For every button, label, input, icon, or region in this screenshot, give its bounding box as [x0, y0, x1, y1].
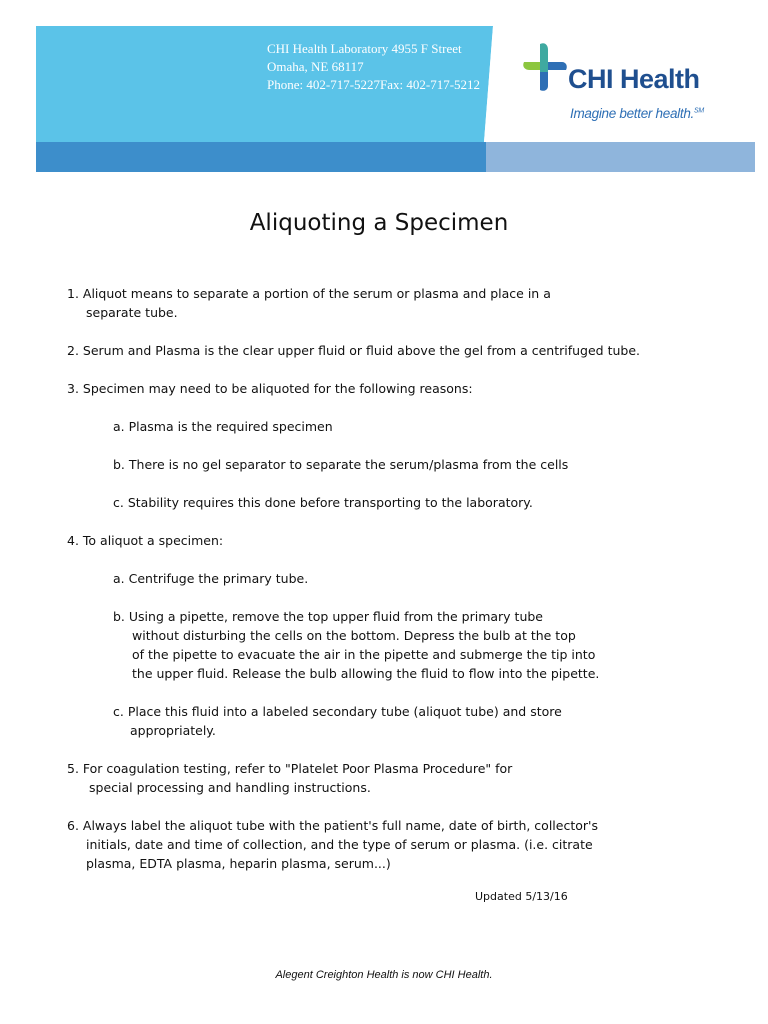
item-4b-line-4: the upper fluid. Release the bulb allowing the fluid to flow into the pipette. [132, 666, 600, 681]
letterhead [36, 26, 755, 172]
item-3c: c. Stability requires this done before transporting to the laboratory. [113, 495, 533, 510]
item-6-line-1: 6. Always label the aliquot tube with the patient's full name, date of birth, collector's [67, 818, 598, 833]
item-5-line-1: 5. For coagulation testing, refer to "Platelet Poor Plasma Procedure" for [67, 761, 513, 776]
item-4: 4. To aliquot a specimen: [67, 533, 224, 548]
address-line-2: Omaha, NE 68117 [267, 59, 364, 74]
chi-cross-icon [522, 42, 568, 92]
item-4b-line-1: b. Using a pipette, remove the top upper fluid from the primary tube [113, 609, 543, 624]
item-3b: b. There is no gel separator to separate the serum/plasma from the cells [113, 457, 569, 472]
logo-name: CHI Health [568, 64, 700, 94]
lab-address [267, 40, 507, 94]
updated-date: Updated 5/13/16 [475, 890, 568, 903]
footer-note: Alegent Creighton Health is now CHI Health. [275, 969, 493, 981]
page-title: Aliquoting a Specimen [249, 210, 509, 236]
item-3a: a. Plasma is the required specimen [113, 419, 333, 434]
address-line-1: CHI Health Laboratory 4955 F Street [267, 41, 462, 56]
item-3: 3. Specimen may need to be aliquoted for the following reasons: [67, 381, 473, 396]
item-4c-line-2: appropriately. [130, 723, 216, 738]
chi-health-logo [522, 42, 752, 142]
item-4c-line-1: c. Place this fluid into a labeled secondary tube (aliquot tube) and store [113, 704, 562, 719]
address-phone-fax: Phone: 402-717-5227Fax: 402-717-5212 [267, 77, 481, 92]
item-1-line-2: separate tube. [86, 305, 178, 320]
item-1-line-1: 1. Aliquot means to separate a portion of the serum or plasma and place in a [67, 286, 551, 301]
logo-tagline: Imagine better health.℠ [570, 106, 704, 121]
item-2: 2. Serum and Plasma is the clear upper fluid or fluid above the gel from a centrifuged tube. [67, 343, 641, 358]
item-4b-line-3: of the pipette to evacuate the air in the pipette and submerge the tip into [132, 647, 596, 662]
item-4a: a. Centrifuge the primary tube. [113, 571, 309, 586]
item-4b-line-2: without disturbing the cells on the bottom. Depress the bulb at the top [132, 628, 576, 643]
item-6-line-3: plasma, EDTA plasma, heparin plasma, serum...) [86, 856, 391, 871]
item-6-line-2: initials, date and time of collection, and the type of serum or plasma. (i.e. citrate [86, 837, 593, 852]
item-5-line-2: special processing and handling instructions. [89, 780, 371, 795]
